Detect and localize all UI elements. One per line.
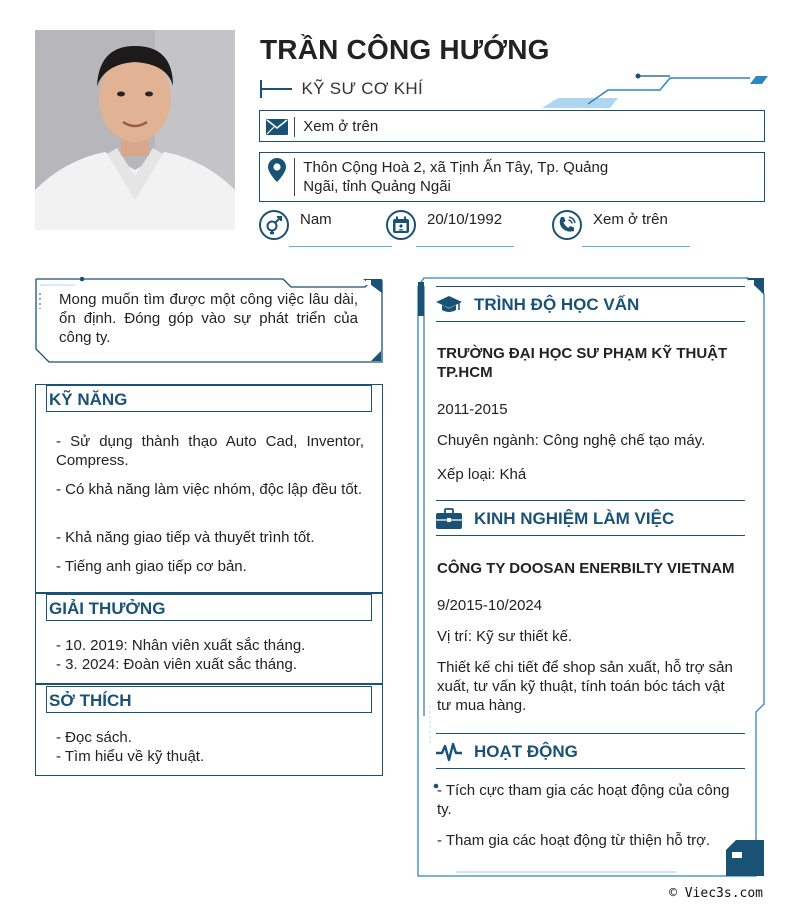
left-panel [35,384,383,776]
experience-description: Thiết kế chi tiết để shop sản xuất, hỗ trợ sản xuất, tư vấn kỹ thuật, tính toán bóc tách vật tư mua hàng. [437,659,733,714]
gender-underline [289,246,392,247]
address-box [259,152,765,202]
skill-item: - Khả năng giao tiếp và thuyết trình tốt. [56,529,315,546]
calendar-icon [386,210,416,240]
title-line [262,88,292,90]
contact-separator [294,117,295,137]
hobby-item: - Đọc sách. [56,729,132,746]
activity-item: - Tích cực tham gia các hoạt động của công ty. [437,782,730,818]
experience-heading: KINH NGHIỆM LÀM VIỆC [474,509,675,528]
phone-icon [552,210,582,240]
skill-item: - Có khả năng làm việc nhóm, độc lập đều tốt. [56,481,363,498]
gender-icon [259,210,289,240]
hobbies-header [46,686,372,713]
education-school: TRƯỜNG ĐẠI HỌC SƯ PHẠM KỸ THUẬT TP.HCM [437,345,728,381]
experience-company: CÔNG TY DOOSAN ENERBILTY VIETNAM [437,560,735,577]
phone-value: Xem ở trên [593,211,668,228]
gender-value: Nam [300,211,332,228]
experience-position: Vị trí: Kỹ sư thiết kế. [437,628,573,645]
experience-header [436,500,745,536]
birthday-item [386,210,521,250]
skill-item: - Tiếng anh giao tiếp cơ bản. [56,558,247,575]
briefcase-icon [436,507,462,531]
activities-header [436,733,745,769]
hobbies-heading: SỞ THÍCH [49,691,132,710]
education-grade: Xếp loại: Khá [437,466,527,483]
phone-item [552,210,692,250]
awards-heading: GIẢI THƯỞNG [49,599,166,618]
education-period: 2011-2015 [437,401,508,418]
skills-header [46,385,372,412]
objective-box [35,277,383,363]
activity-item: - Tham gia các hoạt động từ thiện hỗ trợ. [437,832,711,849]
education-heading: TRÌNH ĐỘ HỌC VẤN [474,295,640,314]
graduation-cap-icon [436,293,462,317]
address-value: Thôn Cộng Hoà 2, xã Tịnh Ấn Tây, Tp. Quảng Ngãi, tỉnh Quảng Ngãi [303,159,609,195]
skill-item: - Sử dụng thành thạo Auto Cad, Inventor, Compress. [56,433,364,469]
pulse-icon [436,740,462,764]
job-title: KỸ SƯ CƠ KHÍ [301,79,423,98]
envelope-icon [260,117,294,137]
awards-header [46,594,372,621]
award-item: - 3. 2024: Đoàn viên xuất sắc tháng. [56,656,297,673]
copyright-text: © Viec3s.com [669,886,763,901]
section-divider [36,683,382,685]
email-box [259,110,765,142]
circuit-decoration [540,70,770,112]
right-panel [416,276,766,878]
job-title-row [260,78,423,100]
contact-separator [294,158,295,196]
experience-period: 9/2015-10/2024 [437,597,543,614]
profile-photo [35,30,235,230]
email-value: Xem ở trên [303,118,379,135]
activities-heading: HOẠT ĐỘNG [474,742,578,761]
gender-item [259,210,369,250]
objective-text: Mong muốn tìm được một công việc lâu dài, ổn định. Đóng góp vào sự phát triển của công ty. [59,291,358,346]
education-header [436,286,745,322]
education-major: Chuyên ngành: Công nghệ chế tạo máy. [437,432,706,449]
phone-underline [582,246,690,247]
award-item: - 10. 2019: Nhân viên xuất sắc tháng. [56,637,306,654]
candidate-name: TRẦN CÔNG HƯỚNG [260,34,550,65]
birthday-value: 20/10/1992 [427,211,503,228]
birthday-underline [416,246,514,247]
hobby-item: - Tìm hiểu về kỹ thuật. [56,748,205,765]
map-pin-icon [260,158,294,182]
skills-heading: KỸ NĂNG [49,390,128,409]
